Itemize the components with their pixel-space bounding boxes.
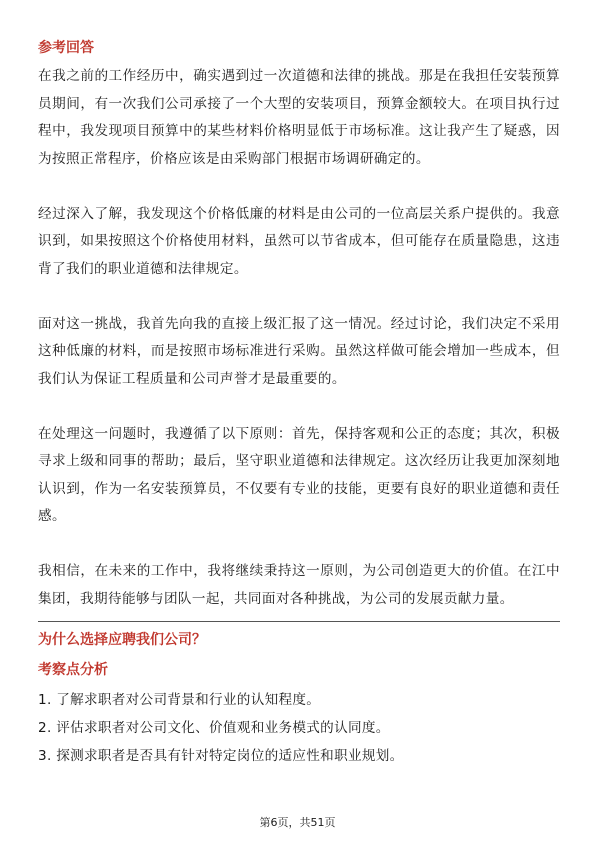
answer-paragraph-3: 面对这一挑战，我首先向我的直接上级汇报了这一情况。经过讨论，我们决定不采用这种低廉的材料，而是按照市场标准进行采购。虽然这样做可能会增加一些成本，但我们认为保证工程质量和公司声誉才是最重要的。	[38, 315, 560, 387]
analysis-point-3: 3. 探测求职者是否具有针对特定岗位的适应性和职业规划。	[38, 748, 404, 764]
reference-answer-heading: 参考回答	[38, 40, 94, 56]
answer-paragraph-4: 在处理这一问题时，我遵循了以下原则：首先，保持客观和公正的态度；其次，积极寻求上级和同事的帮助；最后，坚守职业道德和法律规定。这次经历让我更加深刻地认识到，作为一名安装预算员，不仅要有专业的技能，更要有良好的职业道德和责任感。	[38, 425, 560, 524]
answer-paragraph-2: 经过深入了解，我发现这个价格低廉的材料是由公司的一位高层关系户提供的。我意识到，如果按照这个价格使用材料，虽然可以节省成本，但可能存在质量隐患，这违背了我们的职业道德和法律规定。	[38, 205, 560, 277]
analysis-heading: 考察点分析	[38, 662, 108, 678]
question-heading: 为什么选择应聘我们公司？	[38, 632, 206, 648]
answer-paragraph-5: 我相信，在未来的工作中，我将继续秉持这一原则，为公司创造更大的价值。在江中集团，我期待能够与团队一起，共同面对各种挑战，为公司的发展贡献力量。	[38, 563, 560, 607]
document-page	[38, 38, 560, 770]
section-divider	[38, 621, 560, 622]
answer-paragraph-1: 在我之前的工作经历中，确实遇到过一次道德和法律的挑战。那是在我担任安装预算员期间，有一次我们公司承接了一个大型的安装项目，预算金额较大。在项目执行过程中，我发现项目预算中的某些材料价格明显低于市场标准。这让我产生了疑惑，因为按照正常程序，价格应该是由采购部门根据市场调研确定的。	[38, 68, 560, 167]
analysis-point-1: 1. 了解求职者对公司背景和行业的认知程度。	[38, 692, 321, 708]
analysis-point-2: 2. 评估求职者对公司文化、价值观和业务模式的认同度。	[38, 720, 390, 736]
page-number: 第6页，共51页	[259, 816, 336, 829]
